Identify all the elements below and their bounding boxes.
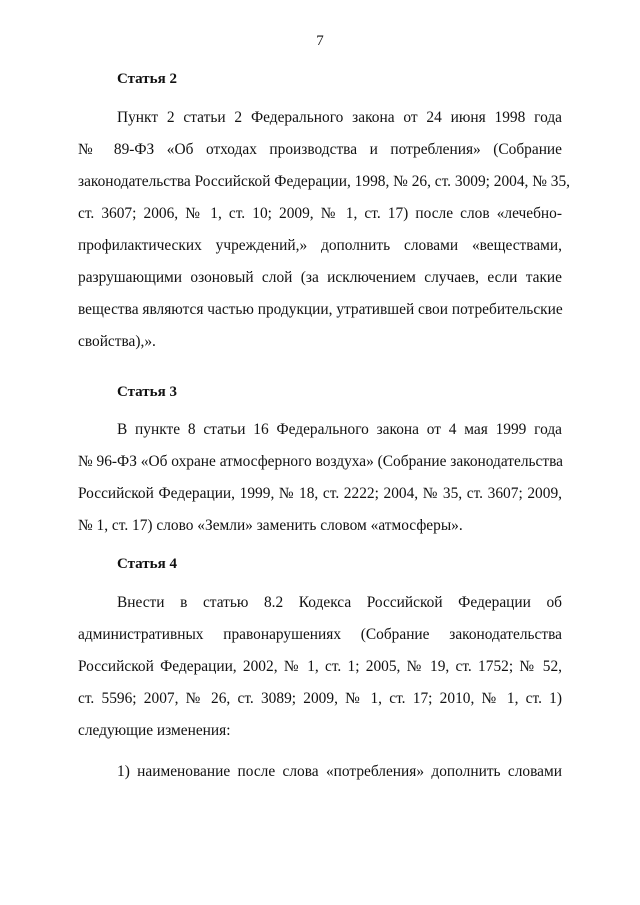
- article-3-line-2: № 96-ФЗ «Об охране атмосферного воздуха» (Собрание законодательства: [78, 453, 564, 470]
- article-4-line-1: Внести в статью 8.2 Кодекса Российской Федерации об: [117, 594, 562, 611]
- page-number: 7: [316, 33, 324, 49]
- article-2-line-1: Пункт 2 статьи 2 Федерального закона от 24 июня 1998 года: [117, 109, 562, 126]
- article-4-line-2: административных правонарушениях (Собрание законодательства: [78, 626, 562, 643]
- article-3-line-1: В пункте 8 статьи 16 Федерального закона от 4 мая 1999 года: [117, 421, 562, 438]
- article-4-line-4: ст. 5596; 2007, № 26, ст. 3089; 2009, № 1, ст. 17; 2010, № 1, ст. 1): [78, 690, 562, 707]
- article-3-line-4: № 1, ст. 17) слово «Земли» заменить словом «атмосферы».: [78, 517, 463, 534]
- article-4-line-3: Российской Федерации, 2002, № 1, ст. 1; 2005, № 19, ст. 1752; № 52,: [78, 658, 562, 675]
- article-2-line-8: свойства),».: [78, 333, 156, 350]
- article-4-item-1: 1) наименование после слова «потребления» дополнить словами: [117, 763, 562, 780]
- article-2-line-7: вещества являются частью продукции, утратившей свои потребительские: [78, 301, 563, 318]
- article-2-line-5: профилактических учреждений,» дополнить словами «веществами,: [78, 237, 562, 254]
- article-4-line-5: следующие изменения:: [78, 722, 231, 739]
- article-4-heading: Статья 4: [117, 556, 177, 572]
- article-3-heading: Статья 3: [117, 384, 177, 400]
- article-2-line-3: законодательства Российской Федерации, 1998, № 26, ст. 3009; 2004, № 35,: [78, 173, 571, 190]
- article-2-line-6: разрушающими озоновый слой (за исключением случаев, если такие: [78, 269, 562, 286]
- article-3-line-3: Российской Федерации, 1999, № 18, ст. 2222; 2004, № 35, ст. 3607; 2009,: [78, 485, 562, 502]
- article-2-heading: Статья 2: [117, 71, 177, 87]
- article-2-line-4: ст. 3607; 2006, № 1, ст. 10; 2009, № 1, ст. 17) после слов «лечебно-: [78, 205, 562, 222]
- article-2-line-2: № 89-ФЗ «Об отходах производства и потребления» (Собрание: [78, 141, 562, 158]
